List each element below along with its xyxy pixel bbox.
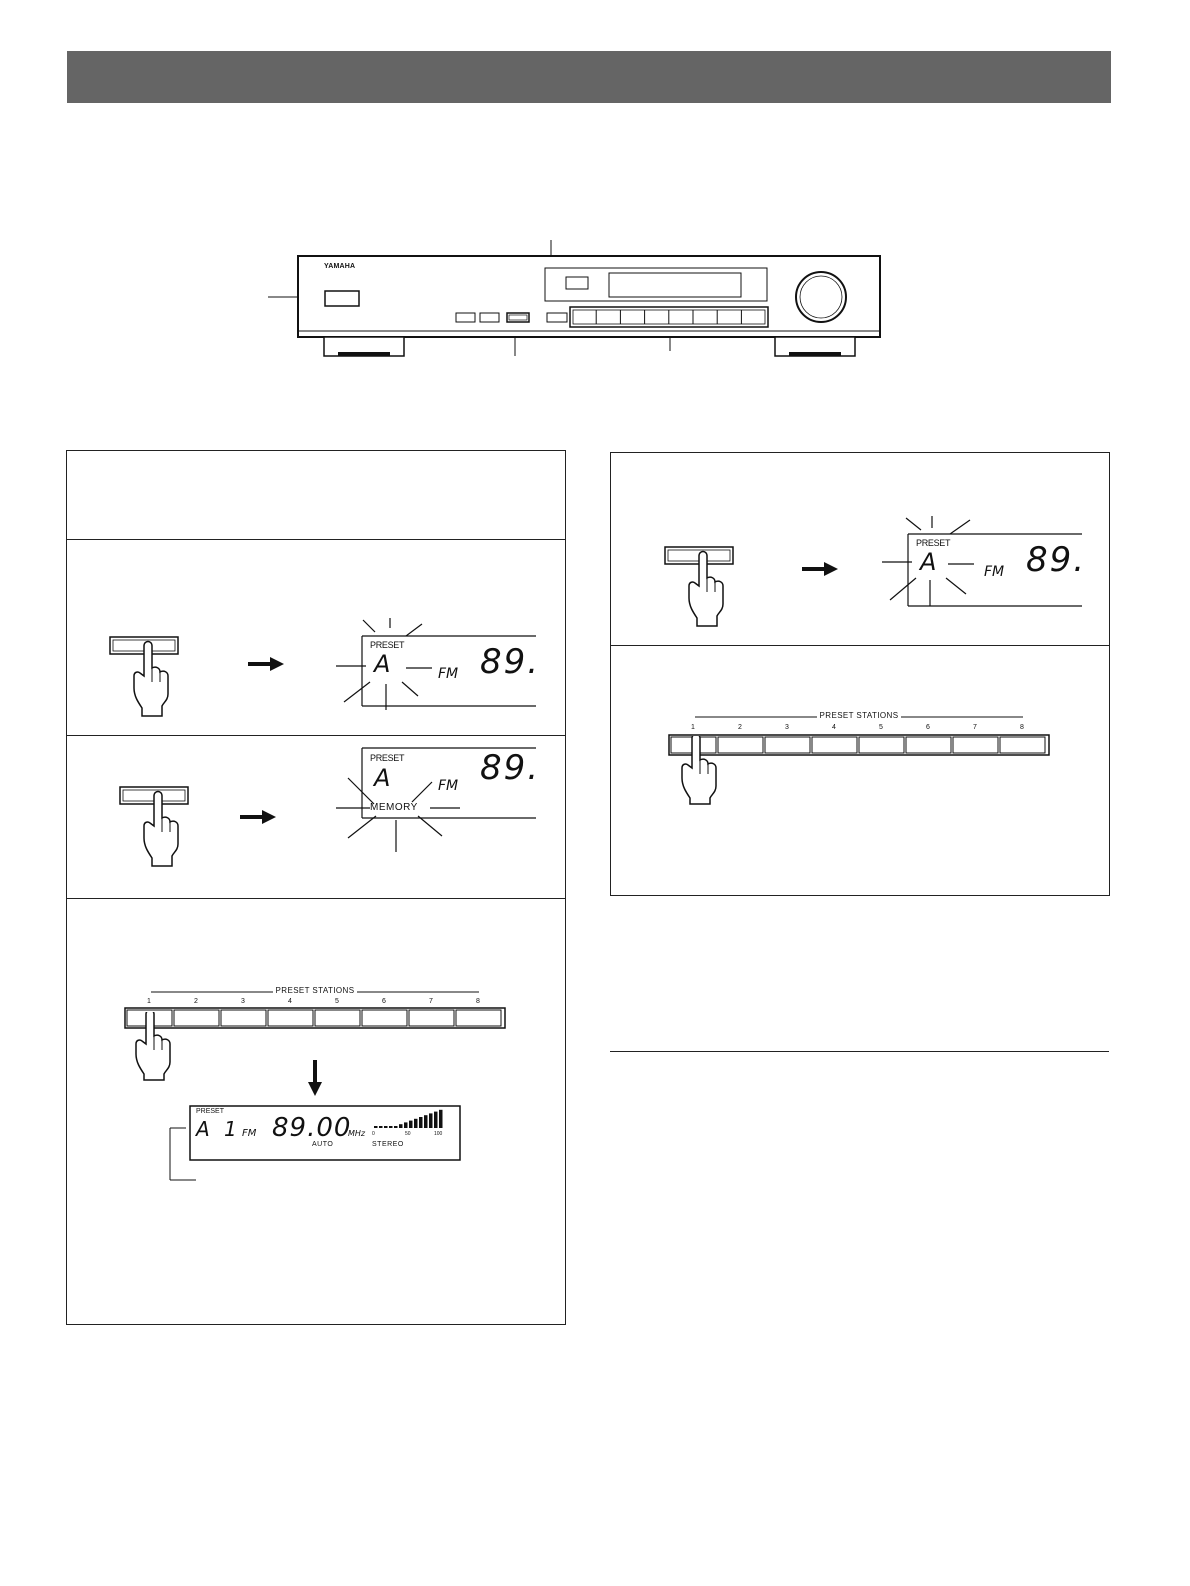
lcd-fragment-flashing-memory	[330, 744, 541, 854]
signal-bar	[399, 1124, 403, 1128]
tuner-front-panel	[250, 235, 900, 365]
lcd-full-display	[160, 1104, 462, 1186]
step-divider	[67, 735, 565, 736]
preset-button-5[interactable]	[315, 1010, 360, 1026]
preset-number-label: 7	[973, 724, 977, 731]
preset-number-label: 1	[691, 724, 695, 731]
preset-number-label: 6	[382, 998, 386, 1005]
preset-number-label: 6	[926, 724, 930, 731]
lcd-preset-label: PRESET	[196, 1108, 225, 1115]
preset-number-label: 5	[335, 998, 339, 1005]
lcd-auto-label: AUTO	[312, 1141, 334, 1148]
preset-number-label: 2	[194, 998, 198, 1005]
signal-bar	[414, 1119, 418, 1128]
preset-number-label: 2	[738, 724, 742, 731]
meter-scale-100: 100	[434, 1131, 443, 1137]
section-header-bar	[67, 51, 1111, 103]
preset-button-3[interactable]	[765, 737, 810, 753]
lcd-preset-label: PRESET	[370, 640, 405, 650]
lcd-frequency-partial: 89.	[480, 748, 541, 788]
preset-number-label: 3	[241, 998, 245, 1005]
preset-button-7[interactable]	[409, 1010, 454, 1026]
memory-button-press-illustration	[655, 540, 745, 630]
preset-button-4[interactable]	[268, 1010, 313, 1026]
preset-button-6[interactable]	[362, 1010, 407, 1026]
signal-bar	[419, 1117, 423, 1128]
arrow-right-icon	[246, 656, 286, 672]
step-divider	[67, 539, 565, 540]
lcd-band: FM	[438, 778, 459, 794]
signal-bar	[409, 1121, 413, 1128]
lcd-bank-letter: A	[374, 650, 391, 678]
lcd-preset-label: PRESET	[370, 753, 405, 763]
step-divider	[611, 645, 1109, 646]
arrow-right-icon	[238, 809, 278, 825]
lcd-memory-label: MEMORY	[370, 802, 418, 813]
lcd-preset-number: 1	[224, 1117, 237, 1141]
lcd-fragment-flashing-bank	[876, 514, 1087, 608]
lcd-unit: MHz	[348, 1129, 366, 1138]
memory-button-press-illustration	[100, 630, 190, 720]
preset-button-7[interactable]	[953, 737, 998, 753]
lcd-band: FM	[242, 1128, 257, 1139]
signal-bar	[429, 1113, 433, 1128]
preset-stations-title: PRESET STATIONS	[819, 711, 899, 720]
lcd-bank-letter: A	[920, 548, 937, 576]
lcd-bank-letter: A	[374, 764, 391, 792]
lcd-frequency: 89.00	[272, 1113, 352, 1143]
preset-number-label: 8	[476, 998, 480, 1005]
preset-number-label: 1	[147, 998, 151, 1005]
preset-number-label: 8	[1020, 724, 1024, 731]
preset-number-label: 3	[785, 724, 789, 731]
meter-scale-50: 50	[405, 1131, 411, 1137]
preset-number-label: 5	[879, 724, 883, 731]
preset-stations-bar-left	[123, 984, 507, 1044]
preset-button-6[interactable]	[906, 737, 951, 753]
step-divider	[67, 898, 565, 899]
preset-number-label: 7	[429, 998, 433, 1005]
preset-number-label: 4	[832, 724, 836, 731]
memory-button-press-illustration	[110, 780, 200, 870]
preset-button-5[interactable]	[859, 737, 904, 753]
lcd-frequency-partial: 89.	[1026, 540, 1087, 580]
signal-bar	[424, 1115, 428, 1128]
signal-bar	[374, 1126, 378, 1128]
preset-button-2[interactable]	[174, 1010, 219, 1026]
signal-bar	[434, 1112, 438, 1128]
left-steps-panel	[66, 450, 566, 1325]
lcd-stereo-label: STEREO	[372, 1141, 404, 1148]
lcd-band: FM	[984, 564, 1005, 580]
lcd-bank-letter: A	[196, 1117, 210, 1141]
pointing-hand-icon	[682, 736, 716, 804]
preset-button-8[interactable]	[1000, 737, 1045, 753]
lcd-band: FM	[438, 666, 459, 682]
preset-number-label: 4	[288, 998, 292, 1005]
signal-bar	[394, 1126, 398, 1128]
section-rule	[610, 1051, 1109, 1052]
preset-1-press-illustration	[130, 1012, 180, 1082]
preset-button-3[interactable]	[221, 1010, 266, 1026]
signal-bar	[384, 1126, 388, 1128]
arrow-right-icon	[800, 561, 840, 577]
preset-button-8[interactable]	[456, 1010, 501, 1026]
lcd-frequency-partial: 89.	[480, 642, 541, 682]
signal-bar	[389, 1126, 393, 1128]
pointing-hand-icon	[136, 1012, 170, 1080]
meter-scale-0: 0	[372, 1131, 375, 1137]
preset-button-4[interactable]	[812, 737, 857, 753]
lcd-preset-label: PRESET	[916, 538, 951, 548]
preset-1-press-illustration	[676, 736, 726, 806]
signal-bar	[379, 1126, 383, 1128]
signal-bar	[439, 1110, 443, 1128]
preset-stations-title: PRESET STATIONS	[275, 986, 355, 995]
lcd-fragment-flashing-bank	[330, 618, 541, 710]
brand-logo: YAMAHA	[324, 263, 356, 270]
arrow-down-icon	[306, 1058, 324, 1098]
signal-bar	[404, 1122, 408, 1128]
